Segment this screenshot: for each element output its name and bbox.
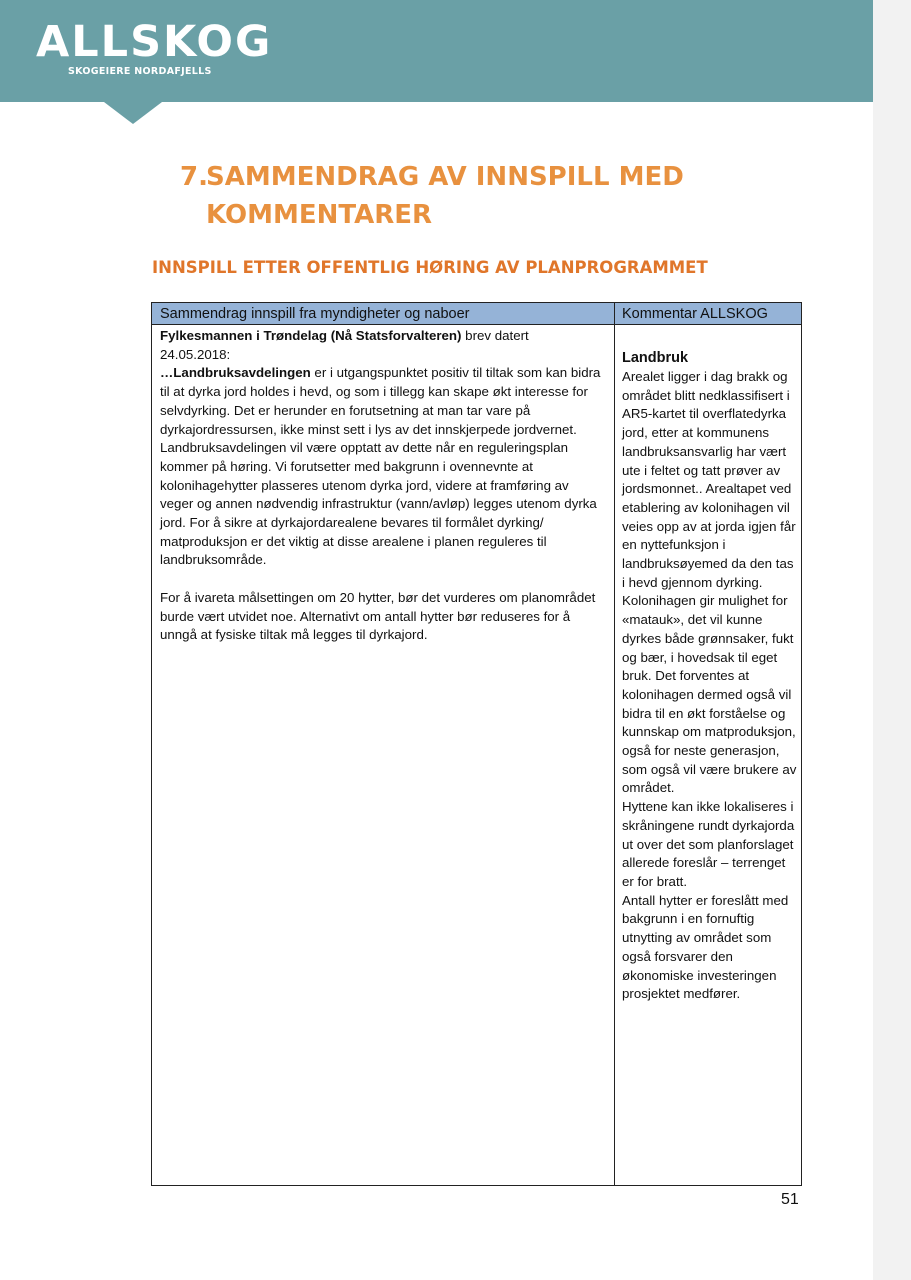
comments-table [151,302,802,1186]
header-pointer [104,102,162,124]
brand-logo: ALLSKOG [36,17,273,67]
section-number: 7. [180,162,208,192]
letter-date: 24.05.2018: [160,346,231,362]
section-heading [180,158,684,234]
sender-line [160,327,604,346]
right-cell [622,348,798,1004]
paragraph-gap [160,570,604,589]
section-title-line1: SAMMENDRAG AV INNSPILL MED [206,162,684,192]
left-cell [160,327,604,645]
paragraph-2: For å ivareta målsettingen om 20 hytter, bør det vurderes om planområdet burde vært utvidet noe. Alternativt om antall hytter bør reduseres for å unngå at fysiske tiltak må legges til dyrkajord. [160,589,596,643]
column-divider [614,303,615,1185]
comment-body: Arealet ligger i dag brakk og området blitt nedklassifisert i AR5-kartet til overflatedyrka jord, etter at kommunens landbruksansvarlig har vært ute i feltet og tatt prøver av jordsmonnet.. Arealtapet ved etablering av kolonihagen vil veies opp av at jorda igjen får en nyttefunksjon i landbruksøyemed da den tas i hevd gjennom dyrking. Kolonihagen gir mulighet for «matauk», det vil kunne dyrkes både grønnsaker, fukt og bær, i hovedsak til eget bruk. Det forventes at kolonihagen dermed også vil bidra til en økt forståelse og kunnskap om matproduksjon, også for neste generasjon, som også vil være brukere av området. [622,369,797,796]
header-right: Kommentar ALLSKOG [622,306,768,322]
header-left: Sammendrag innspill fra myndigheter og naboer [160,306,470,322]
paragraph-1 [160,364,604,570]
department-name: …Landbruksavdelingen [160,365,311,381]
comment-body-3: Antall hytter er foreslått med bakgrunn i en fornuftig utnytting av området som også forsvarer den økonomiske investeringen prosjektet medfører. [622,892,789,1002]
paragraph-1-text: er i utgangspunktet positiv til tiltak som kan bidra til at dyrka jord holdes i hevd, og som i tillegg kan skape økt interesse for selvdyrking. Det er herunder en forutsetning at man tar vare på dyrkajordressursen, ikke minst sett i lys av det innskjerpede jordvernet. Landbruksavdelingen vil være opptatt av dette når en reguleringsplan kommer på høring. Vi forutsetter med bakgrunn i ovennevnte at kolonihagehytter plasseres utenom dyrka jord, videre at framføring av veger og annen nødvendig infrastruktur (vann/avløp) legges utenom dyrka jord. For å sikre at dyrkajordarealene bevares til formålet dyrking/ matproduksjon er det viktig at disse arealene i planen reguleres til landbruksområde. [160,365,601,568]
comment-body-2: Hyttene kan ikke lokaliseres i skråningene rundt dyrkajorda ut over det som planforslaget allerede foreslår – terrenget er for bratt. [622,799,795,889]
subheading: INNSPILL ETTER OFFENTLIG HØRING AV PLANPROGRAMMET [152,258,708,277]
page-number: 51 [781,1191,799,1208]
sender-name: Fylkesmannen i Trøndelag (Nå Statsforvalteren) [160,328,462,343]
page-edge [873,0,911,1280]
comment-title: Landbruk [622,350,689,366]
sender-suffix: brev datert [461,328,529,343]
table-header [152,303,801,325]
section-title-line2: KOMMENTARER [206,200,432,230]
brand-tagline: SKOGEIERE NORDAFJELLS [68,66,212,77]
